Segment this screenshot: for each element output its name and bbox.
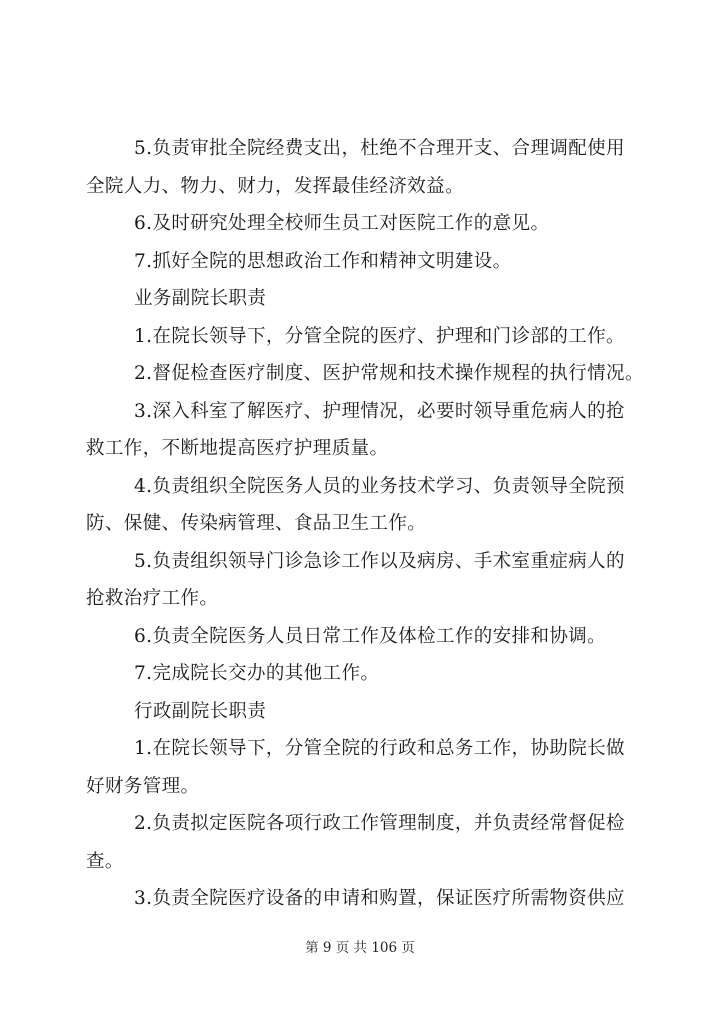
text-line: 6.负责全院医务人员日常工作及体检工作的安排和协调。 bbox=[134, 625, 607, 647]
text-line: 3.深入科室了解医疗、护理情况，必要时领导重危病人的抢 bbox=[134, 400, 625, 422]
text-line: 7.抓好全院的思想政治工作和精神文明建设。 bbox=[134, 250, 512, 272]
text-line: 6.及时研究处理全校师生员工对医院工作的意见。 bbox=[134, 213, 550, 234]
text-line: 5.负责审批全院经费支出，杜绝不合理开支、合理调配使用 bbox=[134, 138, 625, 159]
text-line: 2.负责拟定医院各项行政工作管理制度，并负责经常督促检 bbox=[134, 813, 625, 834]
text-line: 防、保健、传染病管理、食品卫生工作。 bbox=[86, 513, 427, 534]
text-line: 1.在院长领导下，分管全院的行政和总务工作，协助院长做 bbox=[134, 738, 625, 759]
text-line: 好财务管理。 bbox=[86, 775, 200, 797]
text-line: 全院人力、物力、财力，发挥最佳经济效益。 bbox=[86, 175, 465, 197]
text-line: 4.负责组织全院医务人员的业务技术学习、负责领导全院预 bbox=[134, 475, 625, 497]
section-heading: 行政副院长职责 bbox=[134, 700, 267, 722]
page-footer: 第 9 页 共 106 页 bbox=[305, 940, 415, 956]
text-line: 1.在院长领导下，分管全院的医疗、护理和门诊部的工作。 bbox=[134, 325, 625, 347]
text-line: 5.负责组织领导门诊急诊工作以及病房、手术室重症病人的 bbox=[134, 550, 625, 572]
text-line: 3.负责全院医疗设备的申请和购置，保证医疗所需物资供应 bbox=[134, 888, 625, 909]
section-heading: 业务副院长职责 bbox=[134, 288, 267, 309]
text-line: 7.完成院长交办的其他工作。 bbox=[134, 663, 380, 684]
text-line: 查。 bbox=[86, 850, 124, 872]
document-body bbox=[86, 130, 646, 918]
text-line: 救工作，不断地提高医疗护理质量。 bbox=[86, 438, 389, 459]
text-line: 抢救治疗工作。 bbox=[86, 588, 219, 609]
text-line: 2.督促检查医疗制度、医护常规和技术操作规程的执行情况。 bbox=[134, 363, 644, 384]
